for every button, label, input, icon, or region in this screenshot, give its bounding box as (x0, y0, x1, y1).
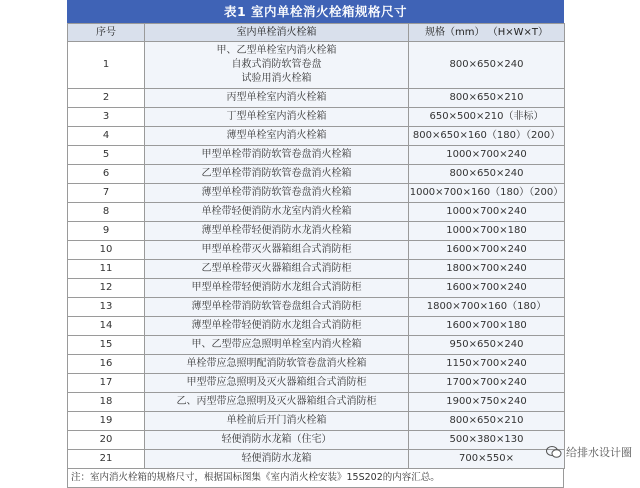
cell-spec: 800×650×240 (409, 42, 565, 89)
cell-no: 16 (68, 355, 145, 374)
cell-no: 20 (68, 431, 145, 450)
table-row (68, 89, 565, 108)
cell-name: 甲型单栓带消防软管卷盘消火栓箱 (145, 146, 409, 165)
cell-spec: 1000×700×160（180）（200） (409, 184, 565, 203)
table-row (68, 393, 565, 412)
cell-name: 乙型单栓带灭火器箱组合式消防柜 (145, 260, 409, 279)
cell-name: 丁型单栓室内消火栓箱 (145, 108, 409, 127)
cell-no: 1 (68, 42, 145, 89)
spec-table (67, 23, 565, 469)
table-row (68, 222, 565, 241)
header-row (68, 24, 565, 42)
cell-name: 轻便消防水龙箱（住宅） (145, 431, 409, 450)
cell-name: 甲型单栓带灭火器箱组合式消防柜 (145, 241, 409, 260)
cell-name: 单栓前后开门消火栓箱 (145, 412, 409, 431)
cell-spec: 1600×700×180 (409, 317, 565, 336)
cell-spec: 800×650×210 (409, 89, 565, 108)
cell-spec: 1600×700×240 (409, 241, 565, 260)
cell-spec: 700×550× (409, 450, 565, 469)
cell-name: 单栓带应急照明配消防软管卷盘消火栓箱 (145, 355, 409, 374)
cell-name: 丙型单栓室内消火栓箱 (145, 89, 409, 108)
spec-table-panel (67, 0, 564, 483)
table-title: 表1 室内单栓消火栓箱规格尺寸 (67, 0, 564, 23)
table-row (68, 165, 565, 184)
header-spec: 规格（mm） （H×W×T） (409, 24, 565, 42)
table-row (68, 260, 565, 279)
table-row (68, 412, 565, 431)
cell-no: 15 (68, 336, 145, 355)
cell-name: 薄型单栓室内消火栓箱 (145, 127, 409, 146)
table-row (68, 203, 565, 222)
cell-spec: 650×500×210（非标） (409, 108, 565, 127)
cell-spec: 1900×750×240 (409, 393, 565, 412)
cell-spec: 800×650×210 (409, 412, 565, 431)
cell-spec: 1000×700×240 (409, 203, 565, 222)
cell-name: 薄型单栓带轻便消防水龙组合式消防柜 (145, 317, 409, 336)
cell-spec: 1600×700×240 (409, 279, 565, 298)
cell-spec: 800×650×240 (409, 165, 565, 184)
table-row (68, 241, 565, 260)
cell-spec: 1000×700×180 (409, 222, 565, 241)
table-note: 注：室内消火栓箱的规格尺寸，根据国标图集《室内消火栓安装》15S202的内容汇总。 (67, 469, 564, 488)
table-row (68, 317, 565, 336)
cell-no: 5 (68, 146, 145, 165)
cell-no: 2 (68, 89, 145, 108)
cell-name: 乙型单栓带消防软管卷盘消火栓箱 (145, 165, 409, 184)
cell-name: 薄型单栓带轻便消防水龙消火栓箱 (145, 222, 409, 241)
cell-no: 10 (68, 241, 145, 260)
watermark (546, 444, 632, 460)
cell-name: 薄型单栓带消防软管卷盘消火栓箱 (145, 184, 409, 203)
cell-name: 甲、乙型单栓室内消火栓箱 自救式消防软管卷盘 试验用消火栓箱 (145, 42, 409, 89)
cell-no: 12 (68, 279, 145, 298)
cell-name: 单栓带轻便消防水龙室内消火栓箱 (145, 203, 409, 222)
cell-spec: 1000×700×240 (409, 146, 565, 165)
cell-name: 薄型单栓带消防软管卷盘组合式消防柜 (145, 298, 409, 317)
cell-no: 6 (68, 165, 145, 184)
table-row (68, 146, 565, 165)
cell-no: 14 (68, 317, 145, 336)
cell-name: 甲、乙型带应急照明单栓室内消火栓箱 (145, 336, 409, 355)
cell-no: 21 (68, 450, 145, 469)
cell-no: 4 (68, 127, 145, 146)
cell-no: 18 (68, 393, 145, 412)
cell-spec: 1800×700×240 (409, 260, 565, 279)
header-no: 序号 (68, 24, 145, 42)
wechat-icon (546, 445, 562, 459)
cell-name: 甲型带应急照明及灭火器箱组合式消防柜 (145, 374, 409, 393)
cell-name: 轻便消防水龙箱 (145, 450, 409, 469)
cell-spec: 1800×700×160（180） (409, 298, 565, 317)
table-row (68, 336, 565, 355)
watermark-text: 给排水设计圈 (566, 446, 632, 459)
cell-spec: 1700×700×240 (409, 374, 565, 393)
cell-no: 9 (68, 222, 145, 241)
cell-no: 17 (68, 374, 145, 393)
cell-no: 11 (68, 260, 145, 279)
cell-no: 3 (68, 108, 145, 127)
table-row (68, 450, 565, 469)
table-row (68, 431, 565, 450)
cell-no: 13 (68, 298, 145, 317)
cell-name: 乙、丙型带应急照明及灭火器箱组合式消防柜 (145, 393, 409, 412)
table-row (68, 374, 565, 393)
cell-spec: 500×380×130 (409, 431, 565, 450)
table-row (68, 298, 565, 317)
cell-no: 19 (68, 412, 145, 431)
table-row (68, 42, 565, 89)
table-row (68, 279, 565, 298)
header-name: 室内单栓消火栓箱 (145, 24, 409, 42)
cell-no: 7 (68, 184, 145, 203)
table-row (68, 108, 565, 127)
table-row (68, 355, 565, 374)
cell-spec: 800×650×160（180）（200） (409, 127, 565, 146)
cell-name: 甲型单栓带轻便消防水龙组合式消防柜 (145, 279, 409, 298)
cell-no: 8 (68, 203, 145, 222)
cell-spec: 1150×700×240 (409, 355, 565, 374)
cell-spec: 950×650×240 (409, 336, 565, 355)
table-row (68, 127, 565, 146)
table-row (68, 184, 565, 203)
